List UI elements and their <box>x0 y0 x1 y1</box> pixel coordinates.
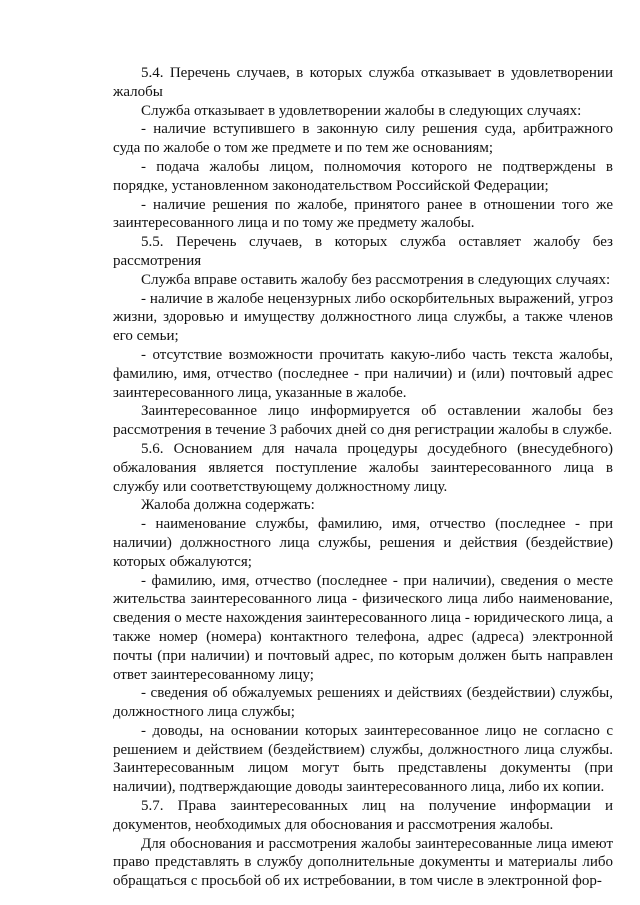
paragraph: 5.7. Права заинтересованных лиц на получение информации и документов, необходимых для обоснования и рассмотрения жалобы. <box>113 798 613 833</box>
paragraph: - сведения об обжалуемых решениях и действиях (бездействии) службы, должностного лица службы; <box>113 685 613 721</box>
paragraph: Служба отказывает в удовлетворении жалобы в следующих случаях: <box>141 102 582 119</box>
paragraph: Служба вправе оставить жалобу без рассмотрения в следующих случаях: <box>141 271 611 288</box>
paragraph: Для обоснования и рассмотрения жалобы заинтересованные лица имеют право представлять в службу дополнительные документы и материалы либо обращаться с просьбой об их истребовании, в том числе в электронной фор- <box>113 835 613 890</box>
paragraph: - наличие решения по жалобе, принятого ранее в отношении того же заинтересованного лица и по тому же предмету жалобы. <box>113 196 613 232</box>
document-page <box>113 64 613 891</box>
paragraph: 5.4. Перечень случаев, в которых служба отказывает в удовлетворении жалобы <box>113 65 613 100</box>
paragraph: Жалоба должна содержать: <box>141 497 315 514</box>
paragraph: - подача жалобы лицом, полномочия которого не подтверждены в порядке, установленном законодательством Российской Федерации; <box>113 158 613 194</box>
paragraph: Заинтересованное лицо информируется об оставлении жалобы без рассмотрения в течение 3 рабочих дней со дня регистрации жалобы в службе. <box>113 403 613 439</box>
paragraph: - отсутствие возможности прочитать какую-либо часть текста жалобы, фамилию, имя, отчество (последнее - при наличии) и (или) почтовый адрес заинтересованного лица, указанные в жалобе. <box>113 346 613 401</box>
paragraph: - наличие вступившего в законную силу решения суда, арбитражного суда по жалобе о том же предмете и по тем же основаниям; <box>113 121 613 157</box>
paragraph: - доводы, на основании которых заинтересованное лицо не согласно с решением и действием (бездействием) службы, должностного лица службы. Заинтересованным лицом могут быть представлены документы (при наличии), подтверждающие доводы заинтересованного лица, либо их копии. <box>113 722 613 796</box>
paragraph: - фамилию, имя, отчество (последнее - при наличии), сведения о месте жительства заинтересованного лица - физического лица либо наименование, сведения о месте нахождения заинтересованного лица - юридического лица, а также номер (номера) контактного телефона, адрес (адреса) электронной почты (при наличии) и почтовый адрес, по которым должен быть направлен ответ заинтересованному лицу; <box>113 572 613 683</box>
paragraph: 5.5. Перечень случаев, в которых служба оставляет жалобу без рассмотрения <box>113 234 613 269</box>
paragraph: - наличие в жалобе нецензурных либо оскорбительных выражений, угроз жизни, здоровью и имуществу должностного лица службы, а также членов его семьи; <box>113 290 613 345</box>
paragraph: - наименование службы, фамилию, имя, отчество (последнее - при наличии) должностного лица службы, решения и действия (бездействие) которых обжалуются; <box>113 516 613 570</box>
paragraph: 5.6. Основанием для начала процедуры досудебного (внесудебного) обжалования является поступление жалобы заинтересованного лица в службу или соответствующему должностному лицу. <box>113 440 613 495</box>
